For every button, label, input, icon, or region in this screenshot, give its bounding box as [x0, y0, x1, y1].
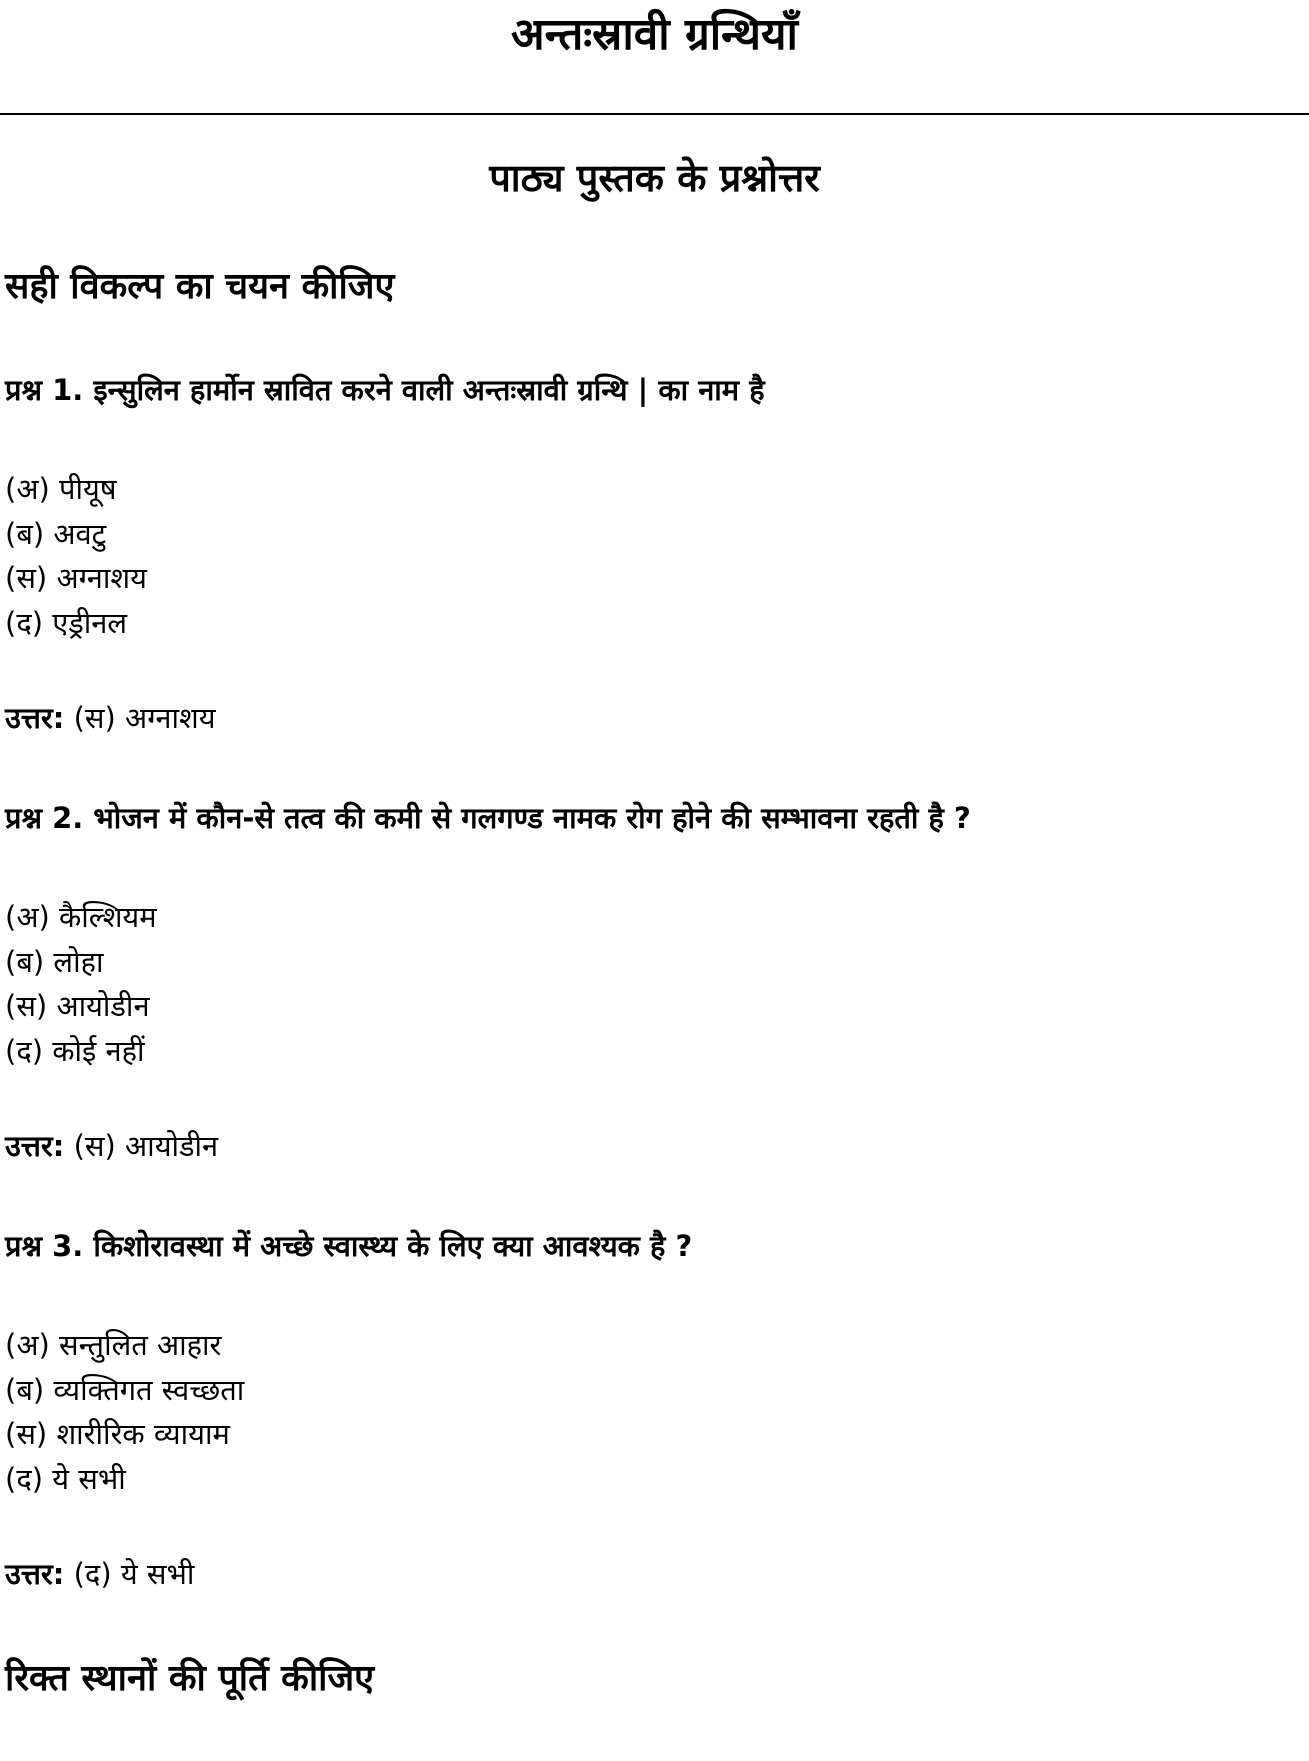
page-subtitle: पाठ्य पुस्तक के प्रश्नोत्तर — [489, 156, 820, 200]
question-1-answer — [5, 698, 216, 738]
question-2: प्रश्न 2. भोजन में कौन-से तत्व की कमी से गलगण्ड नामक रोग होने की सम्भावना रहती है ? — [5, 801, 971, 835]
answer-label: उत्तर: — [5, 1129, 65, 1163]
section-heading-mcq: सही विकल्प का चयन कीजिए — [5, 266, 395, 307]
question-1-option-c: (स) अग्नाशय — [5, 561, 147, 596]
question-2-option-a: (अ) कैल्शियम — [5, 900, 157, 934]
question-1-option-b: (ब) अवटु — [5, 516, 107, 551]
page-title: अन्तःस्रावी ग्रन्थियाँ — [511, 9, 798, 60]
section-heading-fill-blanks: रिक्त स्थानों की पूर्ति कीजिए — [5, 1658, 375, 1699]
answer-label: उत्तर: — [5, 701, 65, 735]
answer-value: (स) अग्नाशय — [73, 701, 216, 735]
question-3: प्रश्न 3. किशोरावस्था में अच्छे स्वास्थ्य के लिए क्या आवश्यक है ? — [5, 1229, 693, 1263]
question-1-options — [5, 467, 147, 646]
title-divider — [0, 113, 1309, 115]
question-1-option-d: (द) एड्रीनल — [5, 606, 128, 641]
question-2-option-b: (ब) लोहा — [5, 944, 104, 979]
question-3-options — [5, 1323, 244, 1502]
question-1: प्रश्न 1. इन्सुलिन हार्मोन स्रावित करने वाली अन्तःस्रावी ग्रन्थि | का नाम है — [5, 373, 765, 407]
question-1-option-a: (अ) पीयूष — [5, 472, 117, 506]
question-3-option-a: (अ) सन्तुलित आहार — [5, 1328, 222, 1362]
answer-label: उत्तर: — [5, 1557, 65, 1591]
question-2-option-d: (द) कोई नहीं — [5, 1034, 145, 1069]
question-3-option-c: (स) शारीरिक व्यायाम — [5, 1417, 230, 1452]
question-2-answer — [5, 1126, 218, 1166]
question-2-options — [5, 895, 157, 1074]
answer-value: (द) ये सभी — [73, 1557, 195, 1591]
answer-value: (स) आयोडीन — [73, 1129, 219, 1163]
question-3-answer — [5, 1554, 194, 1594]
question-3-option-b: (ब) व्यक्तिगत स्वच्छता — [5, 1372, 245, 1407]
question-2-option-c: (स) आयोडीन — [5, 989, 150, 1024]
question-3-option-d: (द) ये सभी — [5, 1462, 126, 1497]
